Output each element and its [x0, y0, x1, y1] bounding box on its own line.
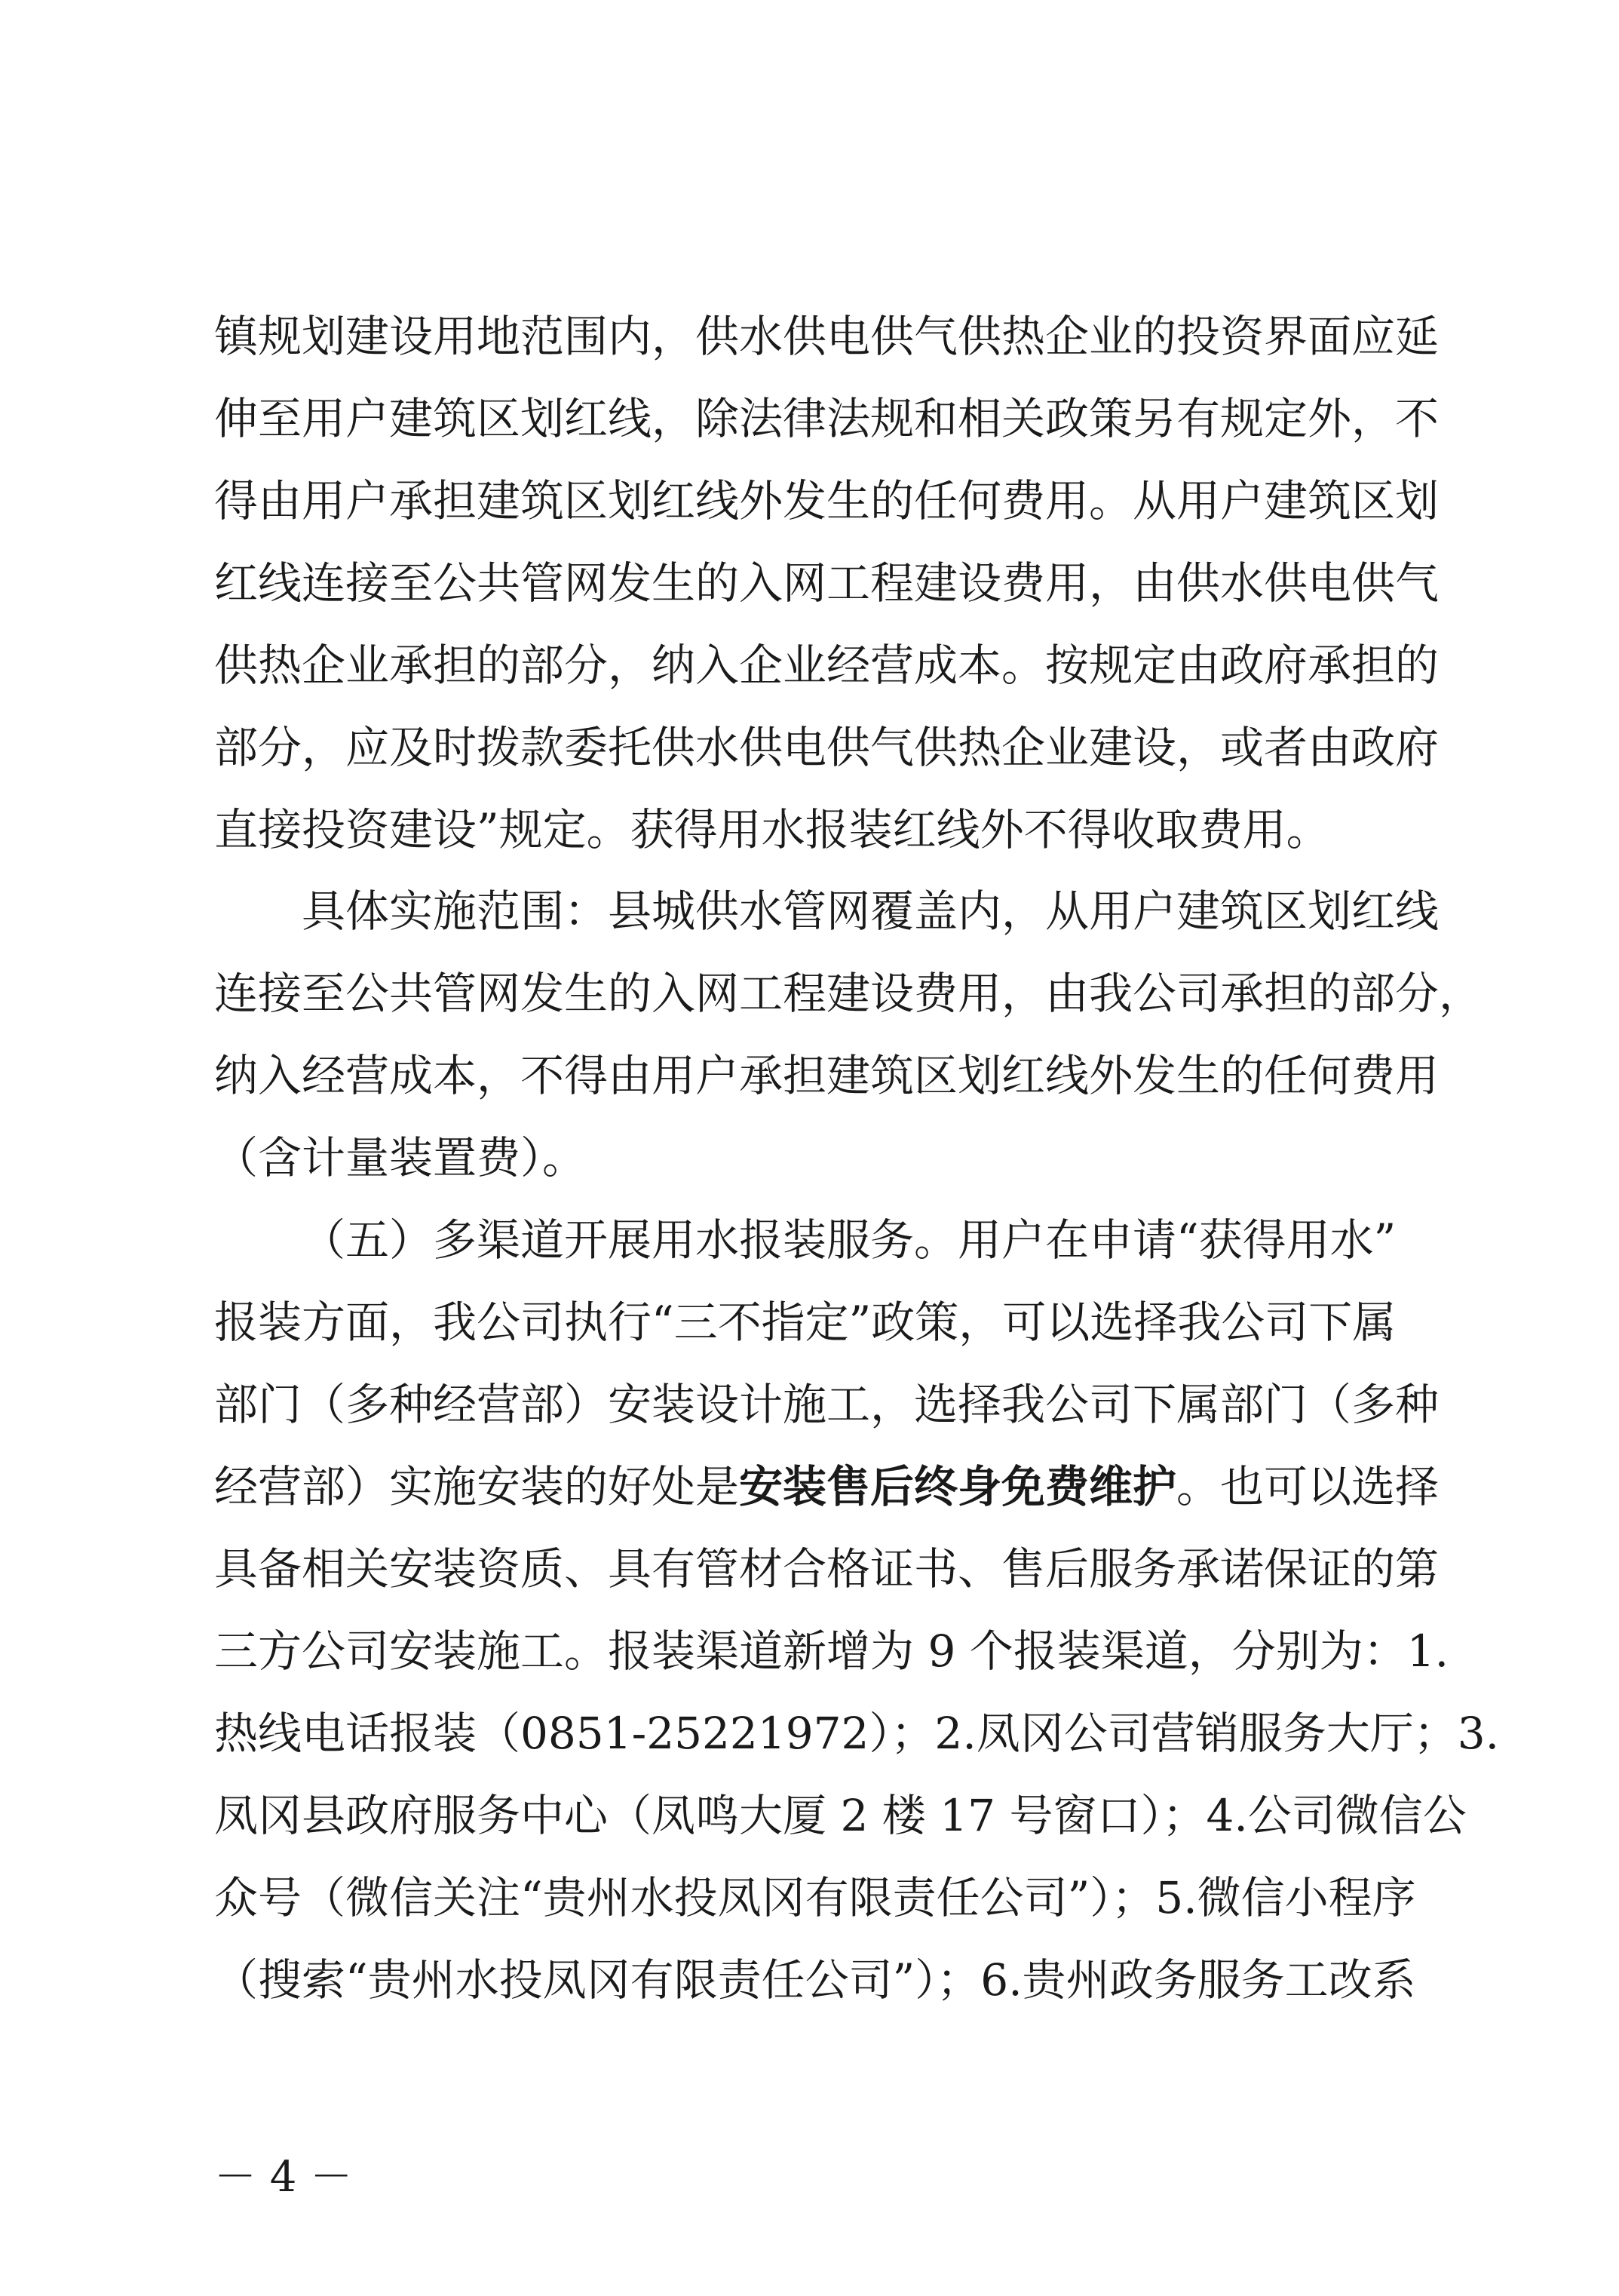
- text-line: 热线电话报装（0851-25221972）；2.凤冈公司营销服务大厅；3.: [214, 1708, 1500, 1759]
- page-number: － 4 －: [214, 2153, 353, 2202]
- text-line: 镇规划建设用地范围内，供水供电供气供热企业的投资界面应延: [214, 311, 1440, 362]
- text-segment: 经营部）实施安装的好处是: [214, 1461, 740, 1512]
- text-line: 连接至公共管网发生的入网工程建设费用，由我公司承担的部分，: [214, 968, 1483, 1019]
- text-line: 部门（多种经营部）安装设计施工，选择我公司下属部门（多种: [214, 1379, 1440, 1430]
- text-line: （五）多渠道开展用水报装服务。用户在申请“获得用水”: [302, 1214, 1397, 1266]
- paragraph-implementation-scope: [214, 870, 1483, 1199]
- text-line: 纳入经营成本，不得由用户承担建筑区划红线外发生的任何费用: [214, 1050, 1440, 1101]
- text-line: （含计量装置费）。: [214, 1132, 587, 1183]
- text-line: 报装方面，我公司执行“三不指定”政策，可以选择我公司下属: [214, 1297, 1397, 1348]
- text-line: 供热企业承担的部分，纳入企业经营成本。按规定由政府承担的: [214, 640, 1440, 691]
- emphasis-free-maintenance: 安装售后终身免费维护: [739, 1461, 1177, 1512]
- text-line: 凤冈县政府服务中心（凤鸣大厦 2 楼 17 号窗口）；4.公司微信公: [214, 1790, 1467, 1841]
- text-line: 伸至用户建筑区划红线，除法律法规和相关政策另有规定外，不: [214, 393, 1440, 444]
- text-line: 得由用户承担建筑区划红线外发生的任何费用。从用户建筑区划: [214, 475, 1440, 526]
- text-line: [214, 1446, 1440, 1528]
- text-line: 红线连接至公共管网发生的入网工程建设费用，由供水供电供气: [214, 557, 1440, 609]
- text-line: 具备相关安装资质、具有管材合格证书、售后服务承诺保证的第: [214, 1543, 1440, 1595]
- text-line: 众号（微信关注“贵州水投凤冈有限责任公司”）；5.微信小程序: [214, 1872, 1416, 1923]
- text-line: 部分，应及时拨款委托供水供电供气供热企业建设，或者由政府: [214, 722, 1440, 773]
- paragraph-investment-interface: [214, 296, 1440, 871]
- text-line: 具体实施范围：县城供水管网覆盖内，从用户建筑区划红线: [302, 886, 1440, 937]
- text-segment: 。也可以选择: [1176, 1461, 1440, 1512]
- text-line: （搜索“贵州水投凤冈有限责任公司”）；6.贵州政务服务工改系: [214, 1954, 1416, 2006]
- paragraph-multichannel-service: [214, 1199, 1500, 2021]
- text-line: 三方公司安装施工。报装渠道新增为 9 个报装渠道，分别为：1.: [214, 1625, 1449, 1677]
- text-line: 直接投资建设”规定。获得用水报装红线外不得收取费用。: [214, 804, 1330, 855]
